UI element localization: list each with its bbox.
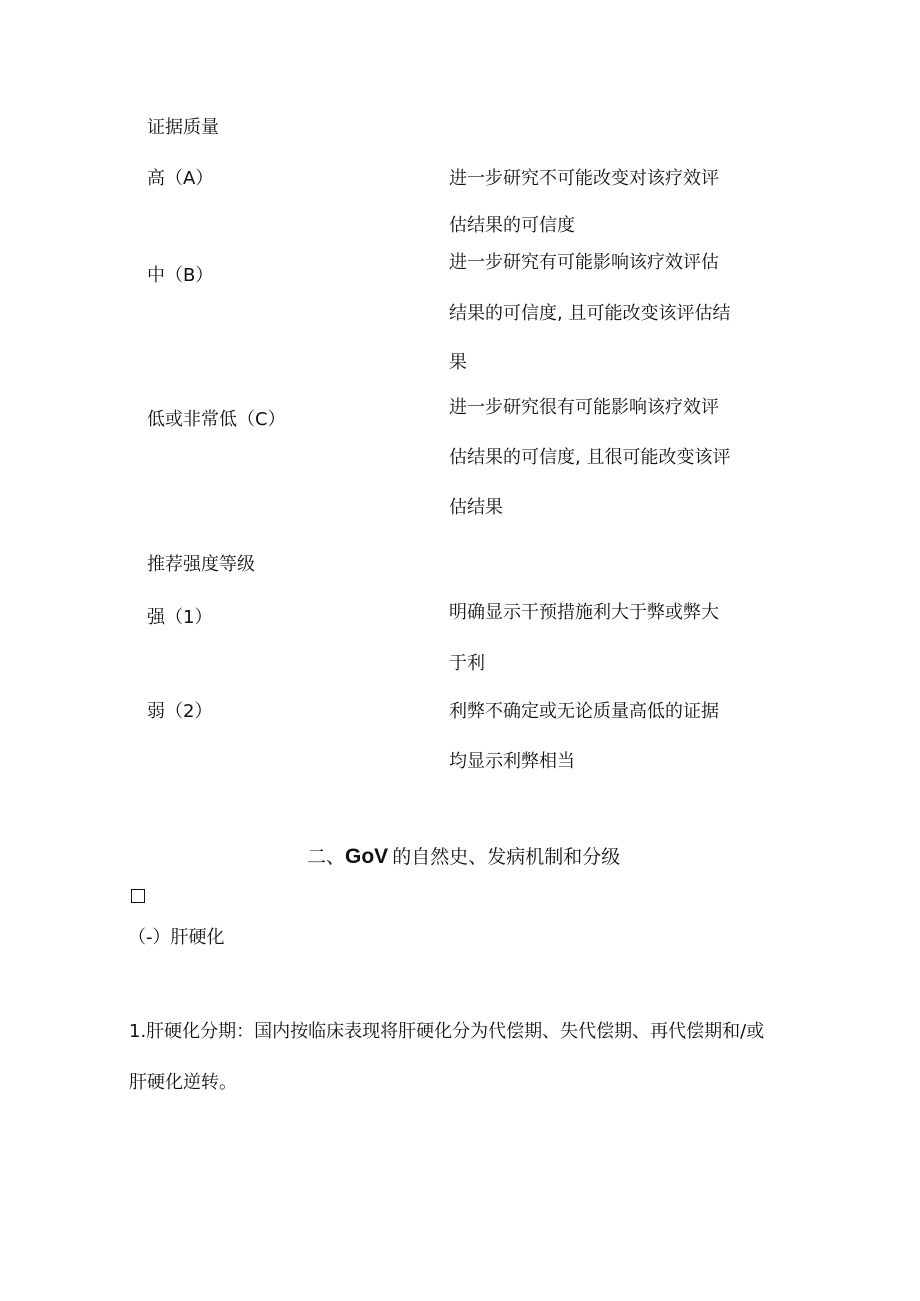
section-heading — [307, 845, 620, 869]
grade-weak-desc-line1: 利弊不确定或无论质量高低的证据 — [449, 701, 719, 722]
grade-high-desc-line2: 估结果的可信度 — [449, 215, 575, 236]
subsection-title: （-）肝硬化 — [128, 927, 225, 948]
grade-medium-desc-line3: 果 — [449, 352, 467, 373]
section-suffix: 的自然史、发病机制和分级 — [392, 846, 621, 868]
strength-header: 推荐强度等级 — [147, 554, 255, 575]
grade-high-desc-line1: 进一步研究不可能改变对该疗效评 — [449, 168, 719, 189]
grade-medium-desc-line2: 结果的可信度, 且可能改变该评估结 — [449, 303, 731, 324]
grade-low-desc-line2: 估结果的可信度, 且很可能改变该评 — [449, 447, 731, 468]
paragraph-line2: 肝硬化逆转。 — [129, 1072, 237, 1093]
grade-low-desc-line3: 估结果 — [449, 497, 503, 518]
grade-weak: 弱（2） — [147, 701, 213, 722]
section-prefix: 二、 — [307, 846, 346, 868]
paragraph-line1: 1.肝硬化分期：国内按临床表现将肝硬化分为代偿期、失代偿期、再代偿期和/或 — [129, 1021, 765, 1042]
checkbox[interactable] — [131, 889, 145, 903]
grade-low: 低或非常低（C） — [147, 409, 286, 430]
grade-medium: 中（B） — [147, 265, 214, 286]
grade-weak-desc-line2: 均显示利弊相当 — [449, 751, 575, 772]
grade-strong-desc-line2: 于利 — [449, 653, 485, 674]
grade-high: 高（A） — [147, 168, 214, 189]
grade-strong-desc-line1: 明确显示干预措施利大于弊或弊大 — [449, 602, 719, 623]
grade-medium-desc-line1: 进一步研究有可能影响该疗效评估 — [449, 252, 719, 273]
grade-strong: 强（1） — [147, 607, 213, 628]
grade-low-desc-line1: 进一步研究很有可能影响该疗效评 — [449, 397, 719, 418]
quality-header: 证据质量 — [147, 117, 219, 138]
section-abbr: GoV — [345, 845, 389, 868]
